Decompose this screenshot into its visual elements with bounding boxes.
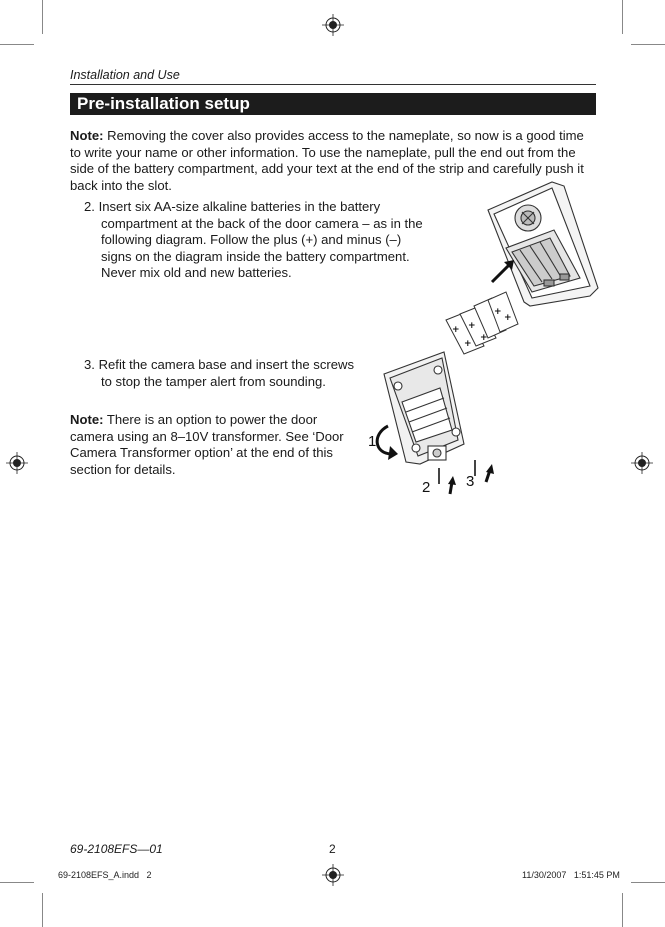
crop-mark	[42, 0, 43, 34]
crop-mark	[0, 882, 34, 883]
battery-installation-diagram	[440, 178, 600, 356]
note-label: Note:	[70, 128, 104, 143]
step-text: Insert six AA-size alkaline batteries in the battery compartment at the back of the door camera – as in the following diagram. Follow the plus (+) and minus (–) signs on the diagram inside the battery compartment. Never mix old and new batteries.	[98, 199, 423, 281]
refit-base-diagram	[366, 350, 506, 500]
document-code: 69-2108EFS—01	[70, 842, 163, 856]
crop-mark	[622, 0, 623, 34]
svg-text:+: +	[452, 325, 460, 335]
registration-mark-icon	[631, 452, 653, 474]
figure-label-2: 2	[422, 479, 431, 496]
page-title: Pre-installation setup	[70, 93, 596, 115]
note-text: Removing the cover also provides access to the nameplate, so now is a good time to write your name or other information. To use the nameplate, pull the end out from the side of the battery compartment, add your text at the end of the strip and carefully push it back into the slot.	[70, 128, 584, 193]
note-text: There is an option to power the door camera using an 8–10V transformer. See ‘Door Camera Transformer option’ at the end of this section for details.	[70, 412, 344, 477]
step-2	[84, 199, 431, 282]
crop-mark	[42, 893, 43, 927]
figure-label-3: 3	[466, 473, 475, 490]
slug-filename: 69-2108EFS_A.indd 2	[58, 870, 152, 880]
section-header: Installation and Use	[70, 68, 180, 82]
header-rule	[70, 84, 596, 85]
step-number: 3.	[84, 357, 95, 372]
svg-text:+: +	[464, 339, 472, 349]
page-number: 2	[329, 842, 336, 856]
svg-text:+: +	[494, 307, 502, 317]
registration-mark-icon	[6, 452, 28, 474]
registration-mark-icon	[322, 14, 344, 36]
crop-mark	[631, 882, 665, 883]
svg-text:+: +	[468, 321, 476, 331]
svg-text:+: +	[480, 333, 488, 343]
step-text: Refit the camera base and insert the screws to stop the tamper alert from sounding.	[98, 357, 355, 389]
figure-label-1: 1	[368, 433, 377, 450]
registration-mark-icon	[322, 864, 344, 886]
step-number: 2.	[84, 199, 95, 214]
note-paragraph	[70, 412, 362, 478]
note-label: Note:	[70, 412, 104, 427]
crop-mark	[631, 44, 665, 45]
crop-mark	[0, 44, 34, 45]
svg-text:+: +	[504, 313, 512, 323]
step-3	[84, 357, 356, 390]
slug-timestamp: 11/30/2007 1:51:45 PM	[522, 870, 620, 880]
crop-mark	[622, 893, 623, 927]
